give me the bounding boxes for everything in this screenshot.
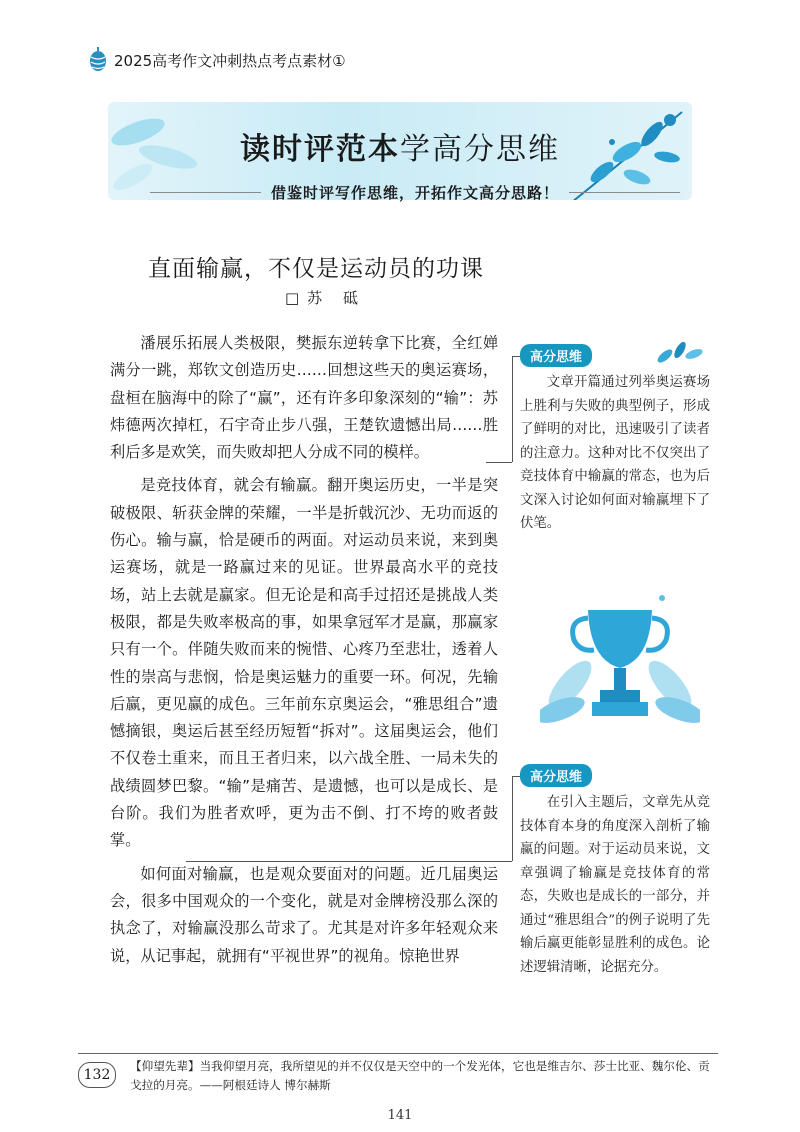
callout-1	[520, 344, 710, 536]
article-author: □苏 砥	[285, 289, 366, 307]
divider	[569, 192, 680, 193]
callout-connector	[512, 356, 513, 462]
banner-title-light: 学高分思维	[400, 132, 560, 167]
article-title: 直面输赢，不仅是运动员的功课	[148, 256, 484, 282]
page-badge: 132	[78, 1062, 116, 1088]
footer-quote: 【仰望先辈】当我仰望月亮，我所望见的并不仅仅是天空中的一个发光体，它也是维吉尔、莎士比亚、魏尔伦、贡戈拉的月亮。——阿根廷诗人 博尔赫斯	[130, 1059, 710, 1092]
header-title: 2025高考作文冲刺热点考点素材①	[114, 51, 346, 70]
callout-tag: 高分思维	[520, 764, 592, 787]
trophy-icon	[540, 590, 700, 740]
banner-subtitle-row	[150, 180, 680, 204]
banner-title-bold: 读时评范本	[240, 132, 400, 167]
page-number: 141	[387, 1108, 413, 1123]
banner-title	[108, 124, 692, 168]
article-body	[110, 330, 498, 976]
callout-text: 在引入主题后，文章先从竞技体育本身的角度深入剖析了输赢的问题。对于运动员来说，文章强调了输赢是竞技体育的常态，失败也是成长的一部分，并通过“雅思组合”的例子说明了先输后赢更能彰显胜利的成色。论述逻辑清晰，论据充分。	[520, 795, 710, 975]
paragraph: 潘展乐拓展人类极限，樊振东逆转拿下比赛，全红婵满分一跳，郑钦文创造历史……回想这些天的奥运赛场，盘桓在脑海中的除了“赢”，还有许多印象深刻的“输”：苏炜德两次掉杠，石宇奇止步八强，王楚钦遗憾出局……胜利后多是欢笑，而失败却把人分成不同的模样。	[110, 334, 498, 462]
pinecone-icon	[88, 47, 108, 73]
divider	[150, 192, 261, 193]
banner-subtitle: 借鉴时评写作思维，开拓作文高分思路！	[271, 183, 560, 202]
footer-divider	[78, 1053, 718, 1054]
paragraph: 是竞技体育，就会有输赢。翻开奥运历史，一半是突破极限、斩获金牌的荣耀，一半是折戟沉沙、无功而返的伤心。输与赢，恰是硬币的两面。对运动员来说，来到奥运赛场，就是一路赢过来的见证。世界最高水平的竞技场，站上去就是赢家。但无论是和高手过招还是挑战人类极限，都是失败率极高的事，如果拿冠军才是赢，那赢家只有一个。伴随失败而来的惋惜、心疼乃至悲壮，透着人性的崇高与悲悯，恰是奥运魅力的重要一环。何况，先输后赢，更见赢的成色。三年前东京奥运会，“雅思组合”遗憾摘银，奥运后甚至经历短暂“拆对”。这届奥运会，他们不仅卷土重来，而且王者归来，以六战全胜、一局未失的战绩圆梦巴黎。“输”是痛苦、是遗憾，也可以是成长、是台阶。我们为胜者欢呼，更为击不倒、打不垮的败者鼓掌。	[110, 476, 498, 850]
callout-connector	[186, 861, 512, 862]
callout-connector	[486, 462, 512, 463]
running-header	[88, 40, 740, 80]
callout-tag: 高分思维	[520, 344, 592, 367]
callout-connector	[512, 776, 513, 861]
callout-2	[520, 764, 710, 979]
flower-decoration-icon	[650, 338, 710, 364]
callout-text: 文章开篇通过列举奥运赛场上胜利与失败的典型例子，形成了鲜明的对比，迅速吸引了读者的注意力。这种对比不仅突出了竞技体育中输赢的常态，也为后文深入讨论如何面对输赢埋下了伏笔。	[520, 375, 710, 531]
paragraph: 如何面对输赢，也是观众要面对的问题。近几届奥运会，很多中国观众的一个变化，就是对金牌榜没那么深的执念了，对输赢没那么苛求了。尤其是对许多年轻观众来说，从记事起，就拥有“平视世界”的视角。惊艳世界	[110, 864, 498, 965]
